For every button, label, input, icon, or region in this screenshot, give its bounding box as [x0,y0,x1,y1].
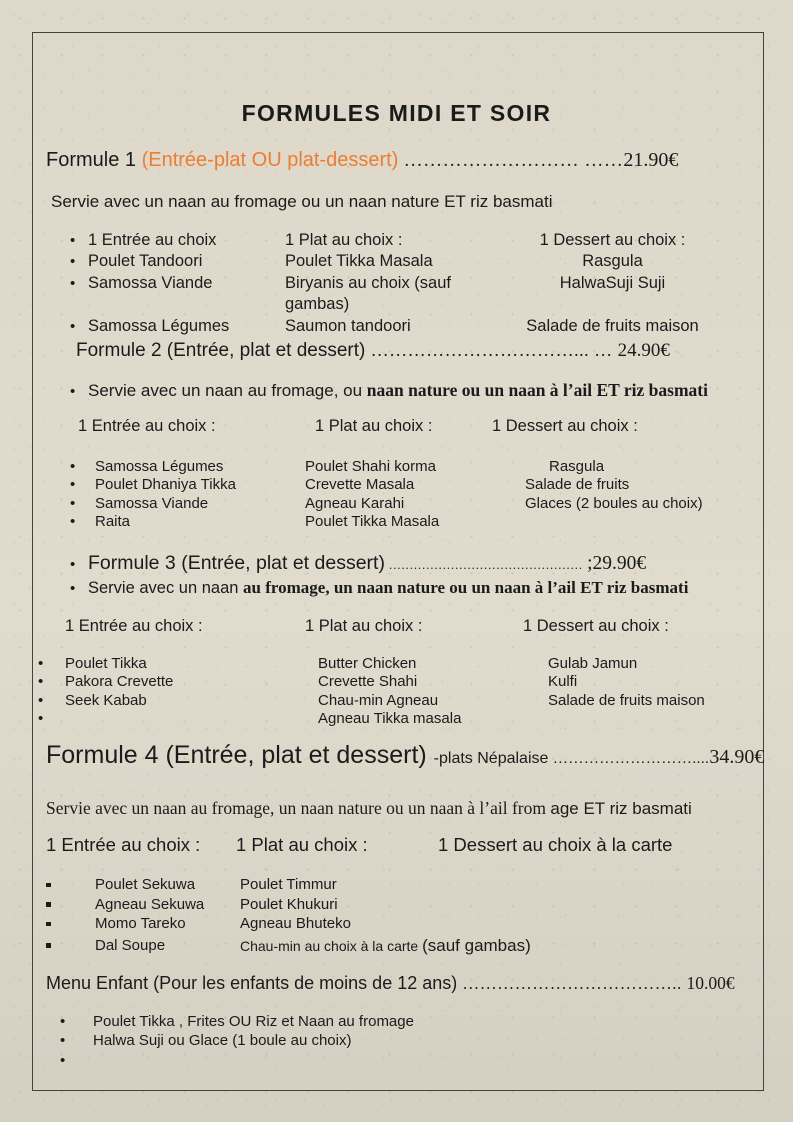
menu-item: Dal Soupe [95,936,166,954]
plat-header: 1 Plat au choix : [285,231,403,249]
menu-item: Agneau Sekuwa [95,895,205,913]
plat-header: 1 Plat au choix : [305,617,423,635]
bullet-icon [38,673,65,691]
formule3-price: ;29.90€ [587,553,647,574]
dessert-header: 1 Dessert au choix : [523,617,669,635]
bullet-icon [70,495,95,513]
menu-item: Poulet Tikka [65,655,147,672]
formule1-note: Servie avec un naan au fromage ou un naan nature ET riz basmati [51,192,553,211]
menu-item: Poulet Tikka , Frites OU Riz et Naan au fromage [93,1013,414,1030]
entree-header: 1 Entrée au choix : [78,417,216,435]
menu-item: Momo Tareko [95,915,186,932]
menu-item: Biryanis au choix (sauf gambas) [285,273,451,314]
menu-item [548,710,705,728]
formule4-dot-leader: ……………………….... [552,751,710,767]
list-row [70,513,703,531]
list-row [38,673,705,691]
menu-item [65,710,318,728]
dessert-header: 1 Dessert au choix : [492,417,638,435]
menu-item: Crevette Masala [305,476,415,494]
menu-item: Poulet Tandoori [88,252,203,271]
formule1-name-orange: (Entrée-plat OU plat-dessert) [141,149,399,171]
list-row [60,1012,414,1031]
menu-item: Poulet Dhaniya Tikka [95,476,236,494]
formule4-note-sans: age ET riz basmati [550,799,692,818]
menu-item: Samossa Légumes [88,316,230,335]
entree-header: 1 Entrée au choix [88,231,217,249]
menu-item: Samossa Viande [88,273,213,292]
bullet-icon [70,458,95,476]
bullet-icon [70,552,88,575]
formule2-name: Formule 2 (Entrée, plat et dessert) [76,340,371,361]
menu-item: Salade de fruits maison [548,691,705,709]
entree-header: 1 Entrée au choix : [65,617,203,635]
menu-item: Halwa Suji ou Glace (1 boule au choix) [93,1032,352,1050]
bullet-icon [70,579,88,598]
menu-item-suffix: (sauf gambas) [422,935,531,955]
bullet-icon [60,1051,93,1070]
formule1-price: 21.90€ [623,149,679,171]
list-row [60,1031,414,1050]
plat-header: 1 Plat au choix : [236,834,368,855]
list-row [70,273,725,316]
bullet-icon [70,513,95,531]
bullet-icon [38,655,65,673]
list-row [70,251,725,272]
square-bullet-icon [46,875,95,895]
formule1-dot-leader: ……………………… …… [398,150,624,171]
menu-item: Poulet Sekuwa [95,876,196,893]
list-row [70,476,703,494]
formule3-list [38,655,705,728]
menu-item: Salade de fruits [525,476,630,494]
formule4-name: Formule 4 (Entrée, plat et dessert) [46,741,434,769]
menu-item: Seek Kabab [65,691,147,709]
menu-item: Kulfi [548,673,578,691]
menu-item: Crevette Shahi [318,673,418,691]
menu-item: Agneau Karahi [305,494,405,512]
square-bullet-icon [46,895,95,915]
bullet-icon [70,476,95,494]
formule2-heading [76,340,670,362]
bullet-icon [60,1012,93,1031]
menu-item: Poulet Tikka Masala [285,252,433,271]
menu-item: Rasgula [582,252,643,271]
bullet-icon [60,1031,93,1050]
formule1-list [70,230,725,337]
formule1-name: Formule 1 [46,149,142,171]
formule3-note [70,578,688,598]
bullet-icon [70,251,88,272]
plat-header: 1 Plat au choix : [315,417,433,435]
menu-item: Samossa Viande [95,494,209,512]
formule2-price: 24.90€ [617,340,670,361]
list-row [38,692,705,710]
formule1-heading [46,149,678,172]
list-row [46,936,531,957]
menu-item: Chau-min Agneau [318,691,439,709]
menu-item: Raita [95,512,131,530]
formule4-heading [46,741,764,770]
formule2-note-bold: naan nature ou un naan à l’ail ET riz basmati [366,380,708,400]
menu-item: Chau-min au choix à la carte [240,937,423,954]
menu-item: Agneau Tikka masala [318,709,462,727]
formule4-note-serif: Servie avec un naan au fromage, un naan nature ou un naan à l’ail from [46,798,551,818]
list-row [70,230,725,251]
list-row [46,914,531,934]
list-row [46,875,531,895]
list-row [70,458,703,476]
list-row [46,895,531,915]
menu-item: Salade de fruits maison [526,316,699,335]
menu-item: Poulet Shahi korma [305,458,436,475]
menu-enfant-dot-leader: ……………………………….. [462,974,687,993]
list-row [70,316,725,337]
formule4-price: 34.90€ [709,746,765,768]
page-title: FORMULES MIDI ET SOIR [241,100,552,126]
menu-item: Agneau Bhuteko [240,915,351,932]
formule2-note-text: Servie avec un naan au fromage, ou [88,381,367,400]
list-row [60,1051,414,1070]
list-row [38,655,705,673]
formule2-dot-leader: ……………………………... … [370,340,618,360]
menu-item: Poulet Timmur [240,876,337,893]
menu-item: Pakora Crevette [65,673,174,691]
formule4-column-headers [46,834,672,856]
formule3-heading [70,552,646,575]
bullet-icon [38,710,65,728]
formule3-dot-leader: ............................................... [384,558,588,572]
menu-enfant-price: 10.00€ [686,973,735,993]
dessert-header: 1 Dessert au choix : [539,231,686,249]
formule4-note [46,798,692,819]
square-bullet-icon [46,914,95,934]
entree-header: 1 Entrée au choix : [46,834,201,855]
menu-item: Poulet Tikka Masala [305,512,440,530]
formule3-column-headers [65,617,669,636]
formule2-list [70,458,703,531]
bullet-icon [38,692,65,710]
formule2-note [70,380,708,401]
bullet-icon [70,273,88,316]
bullet-icon [70,381,88,401]
bullet-icon [70,230,88,251]
list-row [70,495,703,513]
formule4-list [46,875,531,956]
menu-enfant-list [60,1012,414,1070]
menu-item: Rasgula [549,458,605,475]
menu-item: Glaces (2 boules au choix) [525,494,703,512]
menu-item: Poulet Khukuri [240,895,338,913]
menu-item [525,513,703,531]
list-row [38,710,705,728]
bullet-icon [70,316,88,337]
menu-item: Saumon tandoori [285,316,411,335]
menu-item: Gulab Jamun [548,655,638,672]
formule3-note-bold: au fromage, un naan nature ou un naan à l’ail ET riz basmati [243,578,689,597]
formule4-tag: -plats Népalaise [433,750,553,767]
formule3-name: Formule 3 (Entrée, plat et dessert) [88,552,385,574]
menu-item: Samossa Légumes [95,458,224,475]
menu-item [93,1051,414,1070]
menu-enfant-heading [46,973,735,994]
menu-item: HalwaSuji Suji [559,273,666,292]
dessert-header: 1 Dessert au choix à la carte [438,834,673,855]
menu-item: Butter Chicken [318,655,417,672]
menu-enfant-name: Menu Enfant (Pour les enfants de moins de 12 ans) [46,973,463,993]
formule3-note-text: Servie avec un naan [88,579,244,597]
formule2-column-headers [78,417,638,436]
square-bullet-icon [46,936,95,957]
